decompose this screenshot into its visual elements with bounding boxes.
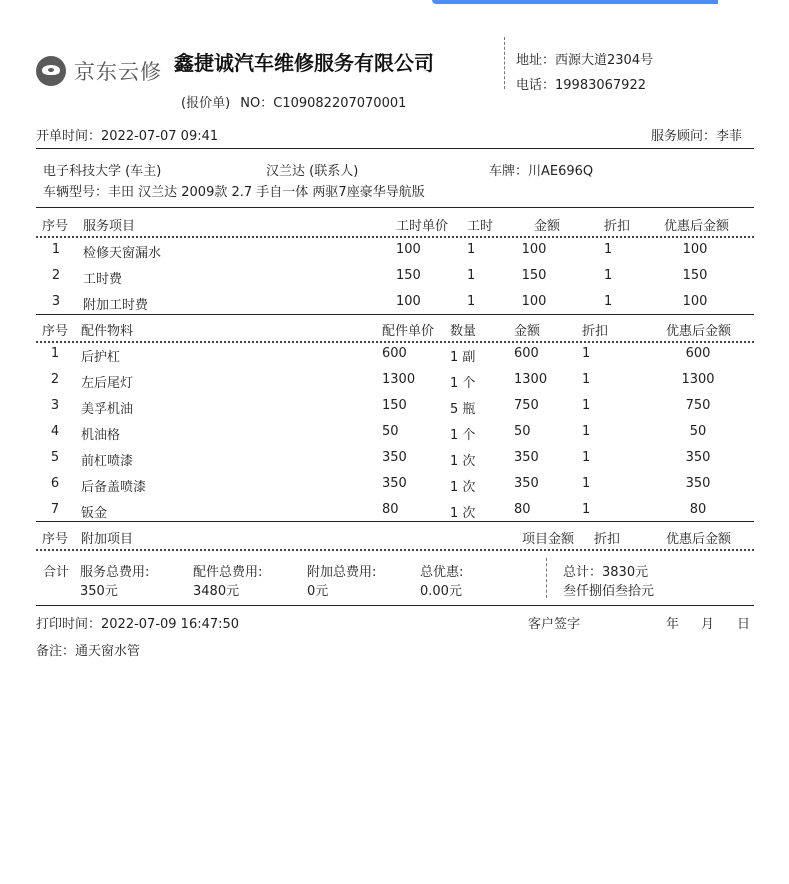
company-name: 鑫捷诚汽车维修服务有限公司: [174, 51, 434, 75]
table-cell: 附加工时费: [83, 298, 149, 313]
logo: [36, 56, 162, 86]
table-cell: 350: [514, 450, 539, 465]
table-cell: 350: [382, 476, 407, 491]
table-cell: 后护杠: [81, 350, 121, 365]
table-cell: 50: [514, 424, 531, 439]
parts-total-label: 配件总费用:: [193, 565, 263, 580]
table-cell: 100: [396, 242, 421, 257]
table-cell: 1: [467, 268, 476, 283]
table-cell: 100: [521, 242, 547, 257]
parts-total-value: 3480元: [193, 584, 240, 599]
divider: [36, 605, 754, 606]
service-total-value: 350元: [80, 584, 118, 599]
grand-total-words: 叁仟捌佰叁拾元: [563, 584, 655, 599]
table-cell: 3: [51, 294, 61, 309]
col-header: 优惠后金额: [666, 532, 732, 547]
open-time: 开单时间：2022-07-07 09:41: [36, 129, 219, 144]
customer-signature: 客户签字: [528, 617, 581, 632]
col-header: 折扣: [582, 324, 609, 339]
table-cell: 150: [382, 398, 407, 413]
table-cell: 80: [689, 502, 707, 517]
table-cell: 150: [396, 268, 421, 283]
col-header: 配件物料: [81, 324, 134, 339]
table-cell: 150: [521, 268, 547, 283]
sign-year: 年: [666, 617, 680, 632]
table-cell: 750: [685, 398, 711, 413]
table-cell: 1 个: [450, 376, 476, 391]
col-header: 数量: [450, 324, 477, 339]
table-cell: 1: [51, 242, 61, 257]
table-cell: 1: [604, 268, 613, 283]
divider: [36, 148, 754, 149]
vehicle-model: 车辆型号：丰田 汉兰达 2009款 2.7 手自一体 两驱7座豪华导航版: [43, 185, 425, 200]
table-cell: 1: [604, 294, 613, 309]
col-header: 服务项目: [83, 219, 136, 234]
table-cell: 350: [514, 476, 539, 491]
dotted-divider: [36, 236, 754, 238]
table-cell: 1: [582, 476, 591, 491]
contact: 汉兰达 (联系人): [266, 164, 359, 179]
grand-total: 总计：3830元: [563, 565, 649, 580]
table-cell: 100: [396, 294, 421, 309]
extra-total-label: 附加总费用:: [307, 565, 377, 580]
table-cell: 5 瓶: [450, 402, 476, 417]
table-cell: 1300: [681, 372, 715, 387]
table-cell: 600: [382, 346, 407, 361]
table-cell: 1: [582, 398, 591, 413]
divider: [36, 207, 754, 208]
table-cell: 80: [514, 502, 531, 517]
sign-month: 月: [701, 617, 715, 632]
service-advisor: 服务顾问：李菲: [650, 129, 742, 144]
table-cell: 1 个: [450, 428, 476, 443]
table-cell: 4: [50, 424, 60, 439]
col-header: 金额: [514, 324, 541, 339]
table-cell: 80: [382, 502, 399, 517]
table-cell: 350: [382, 450, 407, 465]
table-cell: 后备盖喷漆: [81, 480, 147, 495]
logo-dog-icon: [36, 56, 66, 86]
divider: [36, 521, 754, 522]
phone: 电话：19983067922: [516, 78, 646, 93]
no-label: NO：C109082207070001: [240, 96, 407, 111]
table-cell: 1: [582, 450, 591, 465]
table-cell: 50: [382, 424, 399, 439]
table-cell: 1: [467, 242, 476, 257]
table-cell: 1300: [382, 372, 416, 387]
col-header: 项目金额: [522, 532, 575, 547]
table-cell: 7: [50, 502, 60, 517]
print-time: 打印时间：2022-07-09 16:47:50: [36, 617, 240, 632]
dotted-divider: [36, 549, 754, 551]
table-cell: 2: [51, 268, 61, 283]
col-header: 优惠后金额: [666, 324, 732, 339]
divider: [36, 314, 754, 315]
table-cell: 6: [50, 476, 60, 491]
col-header: 配件单价: [382, 324, 435, 339]
plate: 车牌：川AE696Q: [489, 164, 594, 179]
col-header: 工时: [467, 219, 494, 234]
table-cell: 1: [467, 294, 476, 309]
table-cell: 左后尾灯: [81, 376, 134, 391]
table-cell: 钣金: [81, 506, 108, 521]
table-cell: 100: [521, 294, 547, 309]
table-cell: 工时费: [83, 272, 123, 287]
col-header: 折扣: [594, 532, 621, 547]
table-cell: 1 副: [450, 350, 476, 365]
table-cell: 2: [50, 372, 60, 387]
table-cell: 600: [514, 346, 539, 361]
header-divider: [504, 37, 505, 89]
table-cell: 机油格: [81, 428, 121, 443]
col-header: 序号: [42, 219, 69, 234]
table-cell: 1: [582, 502, 591, 517]
dotted-divider: [36, 341, 754, 343]
table-cell: 1 次: [450, 480, 476, 495]
col-header: 优惠后金额: [664, 219, 730, 234]
table-cell: 1: [582, 372, 591, 387]
table-cell: 350: [685, 450, 711, 465]
col-header: 序号: [42, 532, 69, 547]
table-cell: 美孚机油: [81, 402, 134, 417]
table-cell: 1: [582, 346, 591, 361]
col-header: 金额: [534, 219, 561, 234]
discount-value: 0.00元: [420, 584, 462, 599]
table-cell: 1: [50, 346, 60, 361]
col-header: 工时单价: [396, 219, 449, 234]
summary-divider: [546, 558, 547, 598]
table-cell: 5: [50, 450, 60, 465]
table-cell: 600: [685, 346, 711, 361]
discount-label: 总优惠:: [420, 565, 464, 580]
sign-day: 日: [737, 617, 751, 632]
service-total-label: 服务总费用:: [80, 565, 150, 580]
table-cell: 100: [682, 294, 708, 309]
top-accent-bar: [432, 0, 718, 4]
quote-number: [181, 92, 406, 111]
table-cell: 1: [604, 242, 613, 257]
logo-text: 京东云修: [74, 60, 162, 84]
table-cell: 前杠喷漆: [81, 454, 134, 469]
table-cell: 1: [582, 424, 591, 439]
quote-label: (报价单): [181, 96, 231, 111]
table-cell: 350: [685, 476, 711, 491]
address: 地址：西源大道2304号: [516, 53, 654, 68]
table-cell: 3: [50, 398, 60, 413]
col-header: 折扣: [604, 219, 631, 234]
summary-label: 合计: [43, 565, 70, 580]
table-cell: 750: [514, 398, 539, 413]
table-cell: 50: [689, 424, 707, 439]
extra-total-value: 0元: [307, 584, 329, 599]
table-cell: 1 次: [450, 506, 476, 521]
table-cell: 检修天窗漏水: [83, 246, 162, 261]
table-cell: 150: [682, 268, 708, 283]
col-header: 附加项目: [81, 532, 134, 547]
col-header: 序号: [42, 324, 69, 339]
table-cell: 1300: [514, 372, 548, 387]
owner: 电子科技大学 (车主): [43, 164, 162, 179]
table-cell: 100: [682, 242, 708, 257]
remark: 备注：通天窗水管: [36, 644, 141, 659]
table-cell: 1 次: [450, 454, 476, 469]
